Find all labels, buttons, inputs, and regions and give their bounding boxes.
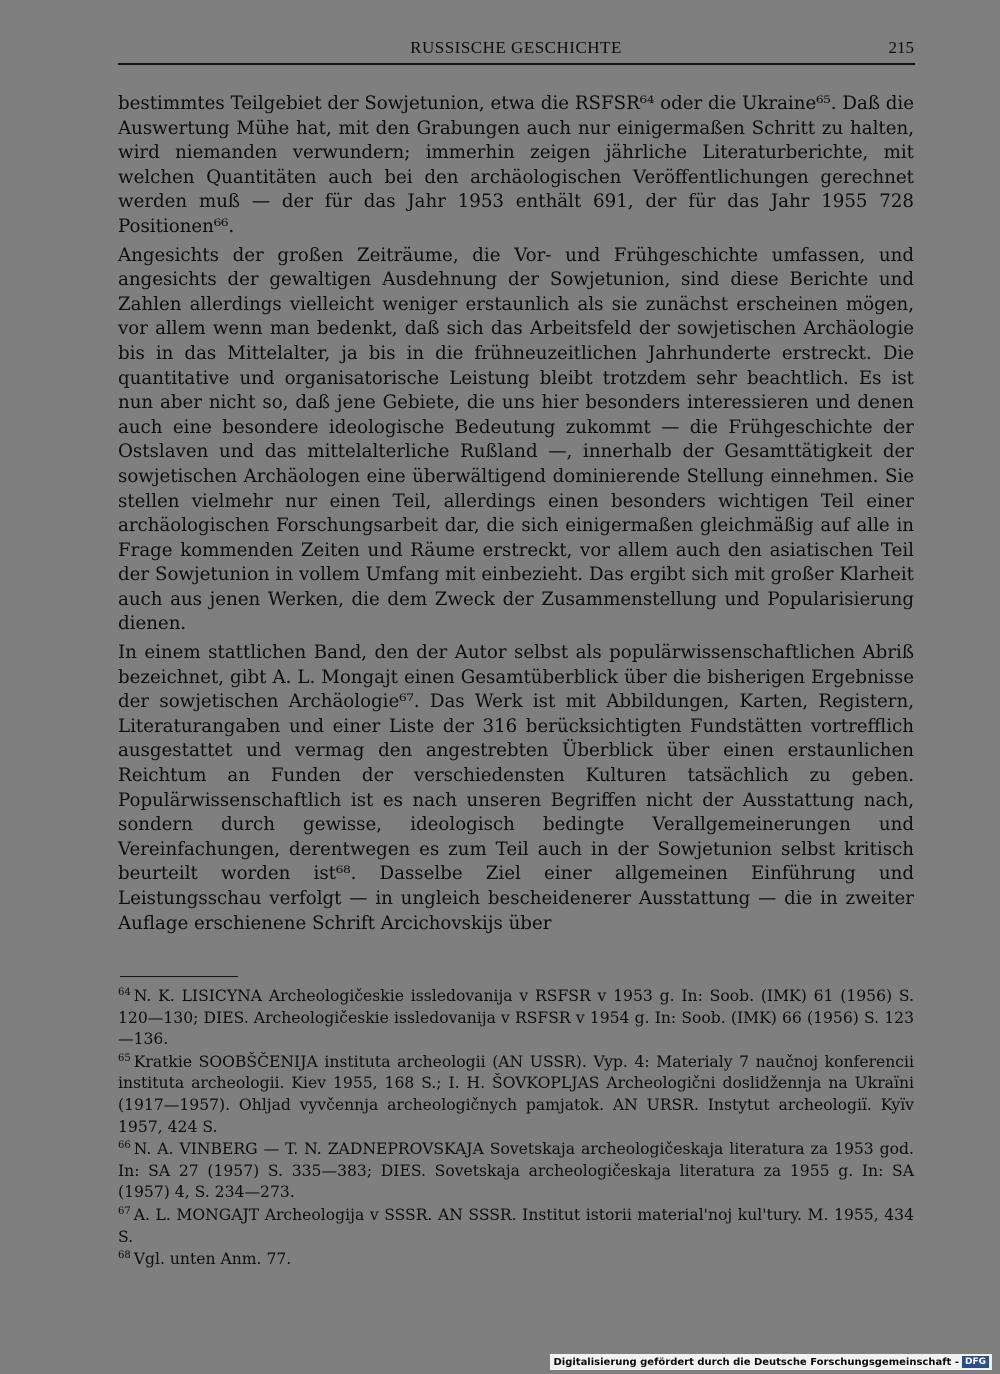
credit-text: Digitalisierung gefördert durch die Deutsche Forschungsgemeinschaft - xyxy=(553,1356,959,1368)
running-title: RUSSISCHE GESCHICHTE xyxy=(410,38,622,57)
footnote-number: 65 xyxy=(118,1052,131,1064)
header-rule xyxy=(118,63,915,65)
footnote-rule xyxy=(120,976,238,977)
body-text xyxy=(118,92,914,940)
footnote xyxy=(118,986,914,1051)
page-number: 215 xyxy=(888,38,914,57)
footnote-text: Vgl. unten Anm. 77. xyxy=(133,1250,292,1269)
dfg-logo: DFG xyxy=(962,1356,989,1368)
footnote-text: Kratkie SOOBŠČENIJA instituta archeologii (AN USSR). Vyp. 4: Materialy 7 naučnoj konferencii instituta archeologii. Kiev 1955, 168 S.; I. H. ŠOVKOPLJAS Archeologični doslidžennja na Ukraïni (1917—1957). Ohljad vyvčennja archeologičnych pamjatok. AN URSR. Instytut archeologiï. Kyïv 1957, 424 S. xyxy=(118,1052,914,1136)
footnote xyxy=(118,1205,914,1248)
digitization-credit xyxy=(550,1354,992,1370)
footnote-number: 67 xyxy=(118,1205,131,1217)
footnote-number: 64 xyxy=(118,986,131,998)
footnote-text: A. L. MONGAJT Archeologija v SSSR. AN SSSR. Institut istorii material'noj kul'tury. M. 1955, 434 S. xyxy=(118,1205,914,1246)
footnote xyxy=(118,1052,914,1138)
paragraph: In einem stattlichen Band, den der Autor selbst als populärwissenschaftlichen Abriß bezeichnet, gibt A. L. Mongajt einen Gesamtüberblick über die bisherigen Ergebnisse der sowjetischen Archäologie⁶⁷. Das Werk ist mit Abbildungen, Karten, Registern, Literaturangaben und einer Liste der 316 berücksichtigten Fundstätten vortrefflich ausgestattet und vermag den angestrebten Überblick über einen erstaunlichen Reichtum an Funden der verschiedensten Kulturen tatsächlich zu geben. Populärwissenschaftlich ist es nach unseren Begriffen nicht der Ausstattung nach, sondern durch gewisse, ideologisch bedingte Verallgemeinerungen und Vereinfachungen, derentwegen es zum Teil auch in der Sowjetunion selbst kritisch beurteilt worden ist⁶⁸. Dasselbe Ziel einer allgemeinen Einführung und Leistungsschau verfolgt — in ungleich bescheidenerer Ausstattung — die in zweiter Auflage erschienene Schrift Arcichovskijs über xyxy=(118,642,914,934)
footnote-text: N. K. LISICYNA Archeologičeskie issledovanija v RSFSR v 1953 g. In: Soob. (IMK) 61 (1956) S. 120—130; DIES. Archeologičeskie issledovanija v RSFSR v 1954 g. In: Soob. (IMK) 66 (1956) S. 123—136. xyxy=(118,987,914,1049)
footnote xyxy=(118,1139,914,1204)
paragraph: Angesichts der großen Zeiträume, die Vor- und Frühgeschichte umfassen, und angesichts der gewaltigen Ausdehnung der Sowjetunion, sind diese Berichte und Zahlen allerdings vielleicht weniger erstaunlich als sie zunächst erscheinen mögen, vor allem wenn man bedenkt, daß sich das Arbeitsfeld der sowjetischen Archäologie bis in das Mittelalter, ja bis in die frühneuzeitlichen Jahrhunderte erstreckt. Die quantitative und organisatorische Leistung bleibt trotzdem sehr beachtlich. Es ist nun aber nicht so, daß jene Gebiete, die uns hier besonders interessieren und denen auch eine besondere ideologische Bedeutung zukommt — die Frühgeschichte der Ostslaven und das mittelalterliche Rußland —, innerhalb der Gesamttätigkeit der sowjetischen Archäologen eine überwältigend dominierende Stellung einnehmen. Sie stellen vielmehr nur einen Teil, allerdings einen besonders wichtigen Teil einer archäologischen Forschungsarbeit dar, die sich einigermaßen gleichmäßig auf alle in Frage kommenden Zeiten und Räume erstreckt, vor allem auch den asiatischen Teil der Sowjetunion in vollem Umfang mit einbezieht. Das ergibt sich mit großer Klarheit auch aus jenen Werken, die dem Zweck der Zusammenstellung und Popularisierung dienen. xyxy=(118,244,914,635)
footnote-number: 68 xyxy=(118,1249,131,1261)
footnote xyxy=(118,1249,914,1271)
footnotes xyxy=(118,986,914,1272)
footnote-number: 66 xyxy=(118,1139,131,1151)
footnote-text: N. A. VINBERG — T. N. ZADNEPROVSKAJA Sovetskaja archeologičeskaja literatura za 1953 god. In: SA 27 (1957) S. 335—383; DIES. Sovetskaja archeologičeskaja literatura za 1955 g. In: SA (1957) 4, S. 234—273. xyxy=(118,1140,914,1202)
paragraph: bestimmtes Teilgebiet der Sowjetunion, etwa die RSFSR⁶⁴ oder die Ukraine⁶⁵. Daß die Auswertung Mühe hat, mit den Grabungen auch nur einigermaßen Schritt zu halten, wird niemanden verwundern; immerhin zeigen jährliche Literaturberichte, mit welchen Quantitäten auch bei den archäologischen Veröffentlichungen gerechnet werden muß — der für das Jahr 1953 enthält 691, der für das Jahr 1955 728 Positionen⁶⁶. xyxy=(118,93,914,237)
running-header xyxy=(118,38,914,62)
